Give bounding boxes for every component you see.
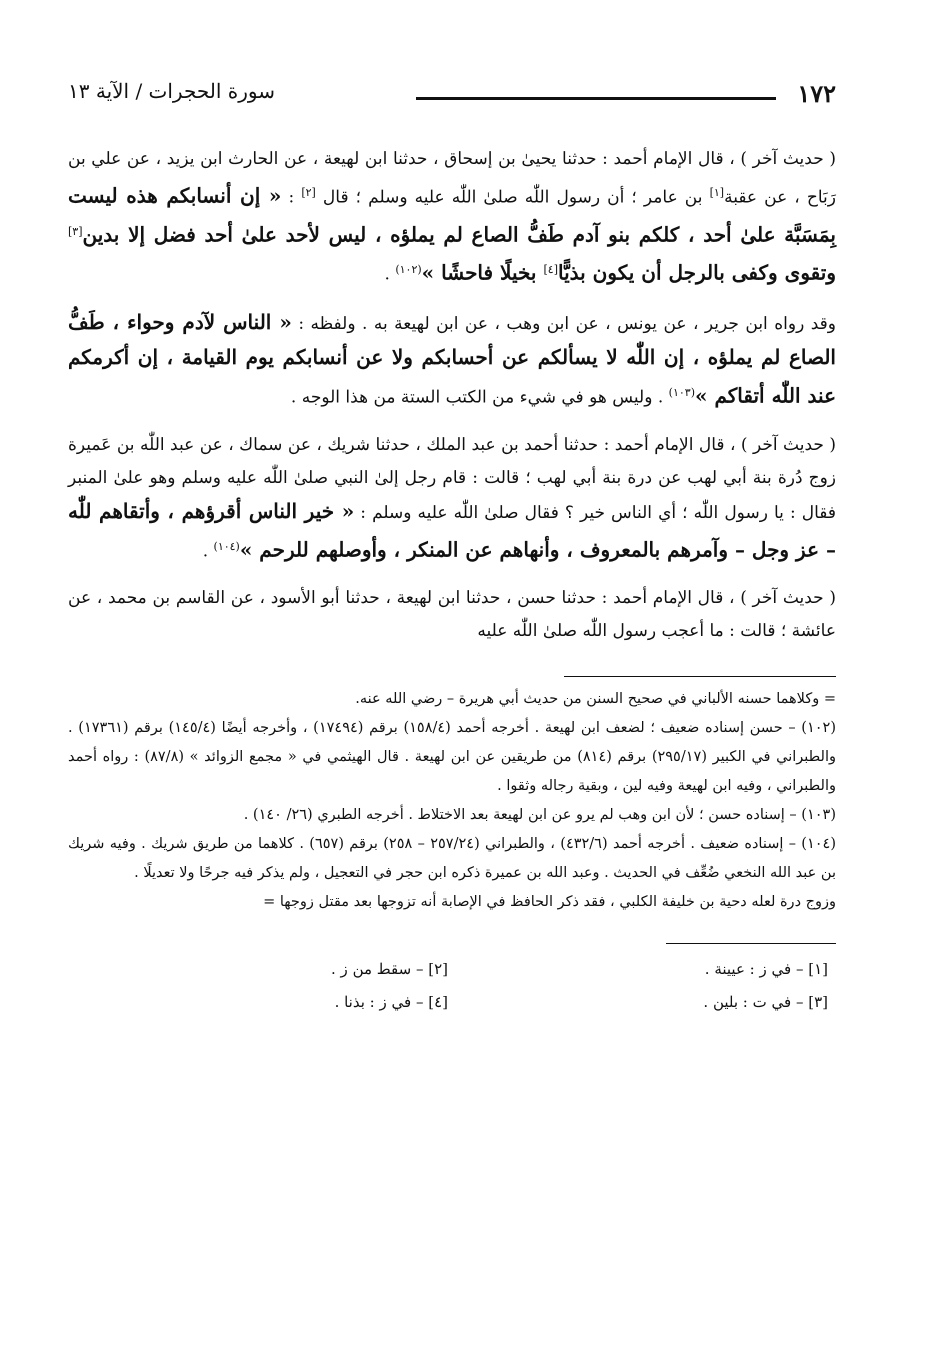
text: . وليس هو في شيء من الكتب الستة من هذا الوجه .	[290, 387, 669, 408]
text: ( حديث آخر ) ، قال الإمام أحمد : حدثنا حسن ، حدثنا ابن لهيعة ، حدثنا أبو الأسود ، عن القاسم بن محمد ، عن عائشة ؛ قالت : ما أعجب رسول اللّٰه صلىٰ اللّٰه عليه	[68, 588, 836, 642]
variant-marker: [٢]	[301, 186, 316, 199]
variant-3: [٣] – في ت : بلين .	[703, 993, 828, 1012]
footnote-marker: (١٠٣)	[668, 385, 695, 399]
hadith-quote: « الناس لآدم وحواء ، طَفُّ الصاع لم يملؤه ، إن اللّٰه لا يسألكم عن أحسابكم ولا عن أنسابكم يوم القيامة ، إن أكرمكم عند اللّٰه أتقاكم »	[68, 309, 836, 408]
footnote-102: (١٠٢) – حسن إسناده ضعيف ؛ لضعف ابن لهيعة . أخرجه أحمد (١٥٨/٤) برقم (١٧٤٩٤) ، وأخرجه أيضًا (١٤٥/٤) برقم (١٧٣٦١) . والطبراني في الكبير (٢٩٥/١٧) برقم (٨١٤) من طريقين عن ابن لهيعة . قال الهيثمي في « مجمع الزوائد » (٨٧/٨) : رواه أحمد والطبراني ، وفيه ابن لهيعة وفيه لين ، وبقية رجاله وثقوا .	[68, 720, 837, 795]
text: .	[384, 264, 396, 285]
hadith-quote: « إن أنسابكم هذه ليست بِمَسَبَّة علىٰ أحد ، كلكم بنو آدم طَفُّ الصاع لم يملؤه ، ليس لأحد علىٰ أحد فضل إلا بدين	[68, 183, 836, 247]
running-title: سورة الحجرات / الآية ١٣	[68, 79, 276, 103]
variant-marker: [٤]	[543, 263, 558, 277]
paragraph-hadith-3	[68, 582, 836, 648]
paragraph-ibn-jarir	[68, 306, 836, 415]
footnote-103: (١٠٣) – إسناده حسن ؛ لأن ابن وهب لم يرو عن ابن لهيعة بعد الاختلاط . أخرجه الطبري (٢٦/ ١٤٠) .	[243, 807, 836, 824]
variant-2: [٢] – سقط من ز .	[331, 960, 448, 979]
footnote-marker: (١٠٤)	[213, 539, 240, 553]
footnote-continuation: = وكلاهما حسنه الألباني في صحيح السنن من حديث أبي هريرة – رضي الله عنه.	[355, 691, 836, 708]
footnote-marker: (١٠٢)	[395, 263, 422, 277]
hadith-quote: وتقوى وكفى بالرجل أن يكون بذيًّا	[557, 260, 836, 285]
header-rule	[416, 97, 776, 100]
variant-4: [٤] – في ز : بذنا .	[334, 993, 448, 1012]
text: وقد رواه ابن جرير ، عن يونس ، عن ابن وهب ، عن ابن لهيعة به . ولفظه :	[291, 313, 837, 334]
book-page	[68, 75, 836, 1265]
running-header	[68, 75, 836, 119]
variant-marker: [١]	[709, 186, 725, 199]
text: .	[202, 541, 214, 562]
hadith-quote: بخيلًا فاحشًا »	[421, 260, 544, 285]
manuscript-variants	[68, 954, 836, 1018]
page-number: ١٧٢	[797, 79, 836, 108]
paragraph-hadith-1	[68, 143, 836, 292]
variant-1: [١] – في ز : عيينة .	[704, 960, 828, 979]
text: بن عامر ؛ أن رسول اللّٰه صلىٰ اللّٰه عليه وسلم ؛ قال	[315, 187, 710, 208]
footnote-104: (١٠٤) – إسناده ضعيف . أخرجه أحمد (٤٣٢/٦) ، والطبراني (٢٥٧/٢٤ – ٢٥٨) برقم (٦٥٧) . كلاهما من طريق شريك . وفيه شريك بن عبد الله النخعي ضُعِّف في الحديث . وعبد الله بن عميرة ذكره ابن حجر في التعجيل ، ولم يذكر فيه جرحًا ولا تعديلًا .	[68, 836, 836, 882]
text: ( حديث آخر ) ، قال الإمام أحمد : حدثنا أحمد بن عبد الملك ، حدثنا شريك ، عن سماك ، عن عبد اللّٰه بن عَميرة زوج دُرة بنة أبي لهب عن درة بنة أبي لهب ؛ قالت : قام رجل إلىٰ النبي صلىٰ اللّٰه عليه وسلم وهو علىٰ المنبر فقال : يا رسول اللّٰه ؛ أي الناس خير ؟ فقال صلىٰ اللّٰه عليه وسلم :	[68, 434, 836, 523]
footnote-separator	[564, 676, 836, 677]
hadith-quote: « خير الناس أقرؤهم ، وأتقاهم للّٰه – عز وجل – وآمرهم بالمعروف ، وأنهاهم عن المنكر ، وأوصلهم للرحم »	[68, 498, 836, 562]
paragraph-hadith-2	[68, 429, 836, 569]
text: ( حديث آخر ) ، قال الإمام أحمد : حدثنا يحيىٰ بن إسحاق ، حدثنا ابن لهيعة ، عن الحارث ابن يزيد ، عن علي بن رَبَاح ، عن عقبة	[68, 149, 836, 208]
variant-marker: [٣]	[68, 224, 83, 238]
text: :	[281, 187, 302, 208]
variants-separator	[666, 943, 836, 944]
footnote-104-note: وزوج درة لعله دحية بن خليفة الكلبي ، فقد ذكر الحافظ في الإصابة أنه تزوجها بعد مقتل زوجها =	[263, 894, 836, 911]
